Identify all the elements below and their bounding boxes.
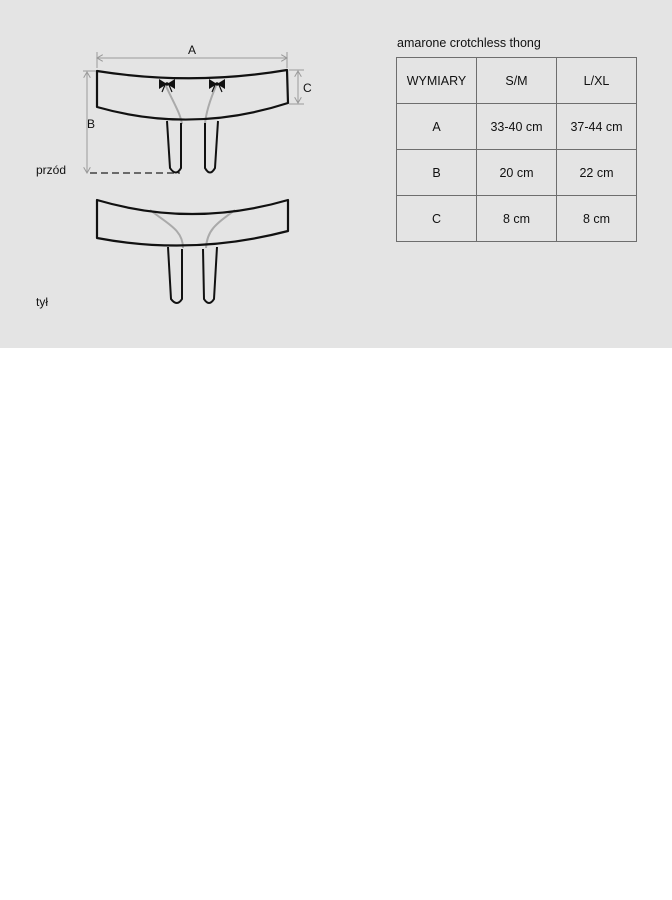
dimension-b-label: B — [87, 117, 96, 131]
table-cell: A — [397, 104, 477, 150]
table-cell: B — [397, 150, 477, 196]
table-title: amarone crotchless thong — [397, 36, 541, 50]
front-leg-loop-left — [167, 121, 181, 173]
size-table — [396, 57, 637, 242]
table-cell: C — [397, 196, 477, 242]
table-cell: 33-40 cm — [477, 104, 557, 150]
back-view-label: tył — [36, 295, 48, 309]
table-row — [397, 196, 637, 242]
table-cell: 20 cm — [477, 150, 557, 196]
table-header-cell: S/M — [477, 58, 557, 104]
table-header-cell: WYMIARY — [397, 58, 477, 104]
table-row — [397, 104, 637, 150]
table-header-row — [397, 58, 637, 104]
table-header-cell: L/XL — [557, 58, 637, 104]
dimension-c-label: C — [303, 81, 312, 95]
table-row — [397, 150, 637, 196]
table-cell: 8 cm — [557, 196, 637, 242]
table-cell: 22 cm — [557, 150, 637, 196]
table-cell: 8 cm — [477, 196, 557, 242]
back-view — [97, 200, 288, 303]
front-view — [97, 70, 288, 173]
back-leg-loop-left — [168, 247, 182, 303]
table-cell: 37-44 cm — [557, 104, 637, 150]
bow-right — [209, 79, 225, 92]
back-waistband — [97, 200, 288, 246]
dimension-a-label: A — [188, 43, 197, 57]
front-view-label: przód — [36, 163, 67, 177]
front-leg-loop-right — [205, 121, 218, 173]
front-waistband — [97, 70, 288, 120]
back-leg-loop-right — [203, 247, 217, 303]
